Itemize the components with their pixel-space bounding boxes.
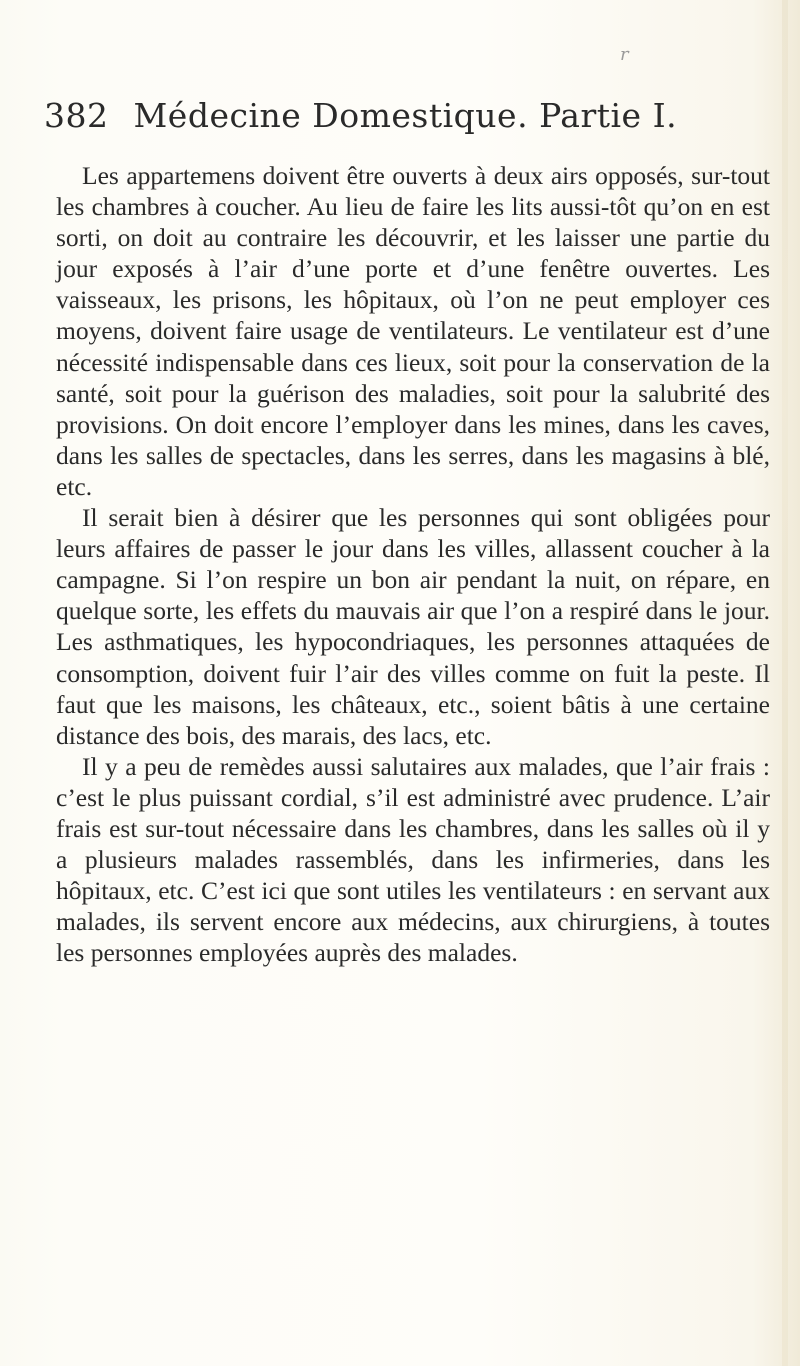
corner-mark: r: [620, 44, 629, 65]
page-number: 382: [44, 96, 109, 135]
paragraph-3: Il y a peu de remèdes aussi salutaires aux malades, que l’air frais : c’est le plus puissant cordial, s’il est administré avec prudence. L’air frais est sur-tout nécessaire dans les chambres, dans les salles où il y a plusieurs malades rassemblés, dans les infirmeries, dans les hôpitaux, etc. C’est ici que sont utiles les ventilateurs : en servant aux malades, ils servent encore aux médecins, aux chirurgiens, à toutes les personnes employées auprès des malades.: [56, 751, 770, 968]
body-text: [56, 160, 770, 968]
running-title: Médecine Domestique. Partie I.: [133, 96, 678, 135]
paragraph-2: Il serait bien à désirer que les personnes qui sont obligées pour leurs affaires de passer le jour dans les villes, allassent coucher à la campagne. Si l’on respire un bon air pendant la nuit, on répare, en quelque sorte, les effets du mauvais air que l’on a respiré dans le jour. Les asthmatiques, les hypocondriaques, les personnes attaquées de consomption, doivent fuir l’air des villes comme on fuit la peste. Il faut que les maisons, les châteaux, etc., soient bâtis à une certaine distance des bois, des marais, des lacs, etc.: [56, 503, 770, 750]
running-header: [44, 96, 764, 136]
paragraph-1: Les appartemens doivent être ouverts à deux airs opposés, sur-tout les chambres à coucher. Au lieu de faire les lits aussi-tôt qu’on en est sorti, on doit au contraire les découvrir, et les laisser une partie du jour exposés à l’air d’une porte et d’une fenêtre ouvertes. Les vaisseaux, les prisons, les hôpitaux, où l’on ne peut employer ces moyens, doivent faire usage de ventilateurs. Le ventilateur est d’une nécessité indispensable dans ces lieux, soit pour la conservation de la santé, soit pour la guérison des maladies, soit pour la salubrité des provisions. On doit encore l’employer dans les mines, dans les caves, dans les salles de spectacles, dans les serres, dans les magasins à blé, etc.: [56, 161, 770, 501]
page-edge-shadow: [782, 0, 788, 1366]
